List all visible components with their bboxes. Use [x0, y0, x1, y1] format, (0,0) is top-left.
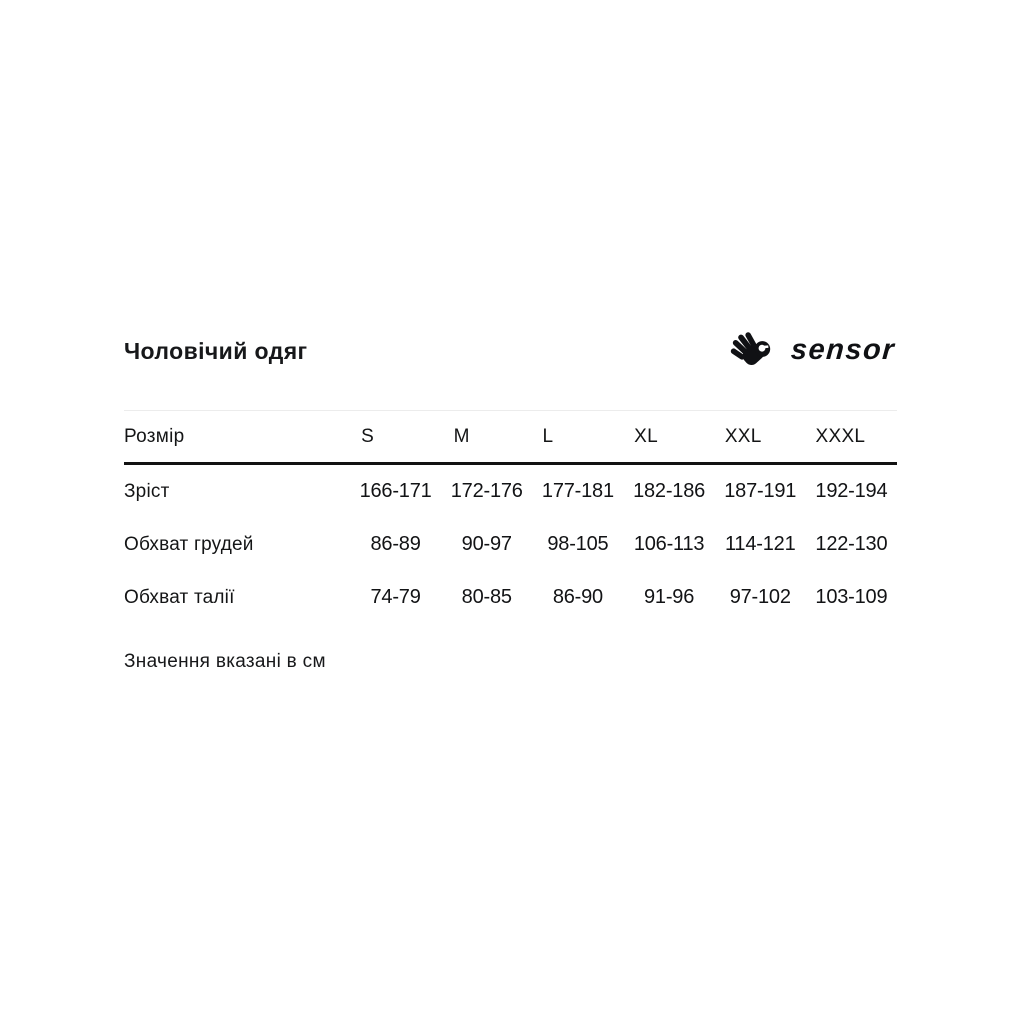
column-header-size: Розмір [124, 425, 185, 447]
size-table [124, 410, 897, 624]
table-row-height [124, 465, 897, 518]
brand-wordmark: sensor [789, 333, 897, 366]
row-label: Зріст [124, 480, 170, 502]
table-cell: 86-90 [552, 586, 603, 608]
row-label: Обхват талії [124, 586, 235, 608]
table-header-row [124, 410, 897, 465]
table-cell: 182-186 [633, 480, 706, 502]
brand-logo [729, 326, 895, 374]
table-cell: 103-109 [815, 586, 888, 608]
table-cell: 166-171 [359, 480, 432, 502]
table-cell: 86-89 [370, 533, 421, 555]
table-cell: 91-96 [643, 586, 695, 608]
hand-glove-icon [729, 326, 776, 374]
table-cell: 172-176 [450, 480, 523, 502]
table-cell: 80-85 [461, 586, 512, 608]
table-cell: 97-102 [729, 586, 791, 608]
column-header-xl: XL [634, 425, 658, 447]
row-label: Обхват грудей [124, 533, 254, 555]
column-header-l: L [542, 425, 554, 447]
table-cell: 192-194 [815, 480, 888, 502]
table-cell: 90-97 [461, 533, 512, 555]
column-header-s: S [361, 425, 375, 447]
table-cell: 187-191 [724, 480, 797, 502]
table-cell: 106-113 [633, 533, 705, 555]
table-cell: 98-105 [547, 533, 609, 555]
page-title: Чоловічий одяг [124, 338, 308, 364]
column-header-m: M [453, 425, 470, 447]
table-row-waist [124, 571, 897, 624]
table-row-chest [124, 518, 897, 571]
column-header-xxxl: XXXL [815, 425, 866, 447]
column-header-xxl: XXL [724, 425, 762, 447]
units-note: Значення вказані в см [124, 651, 326, 672]
table-cell: 122-130 [815, 533, 888, 555]
table-cell: 177-181 [541, 480, 614, 502]
table-cell: 114-121 [724, 533, 796, 555]
table-cell: 74-79 [370, 586, 421, 608]
